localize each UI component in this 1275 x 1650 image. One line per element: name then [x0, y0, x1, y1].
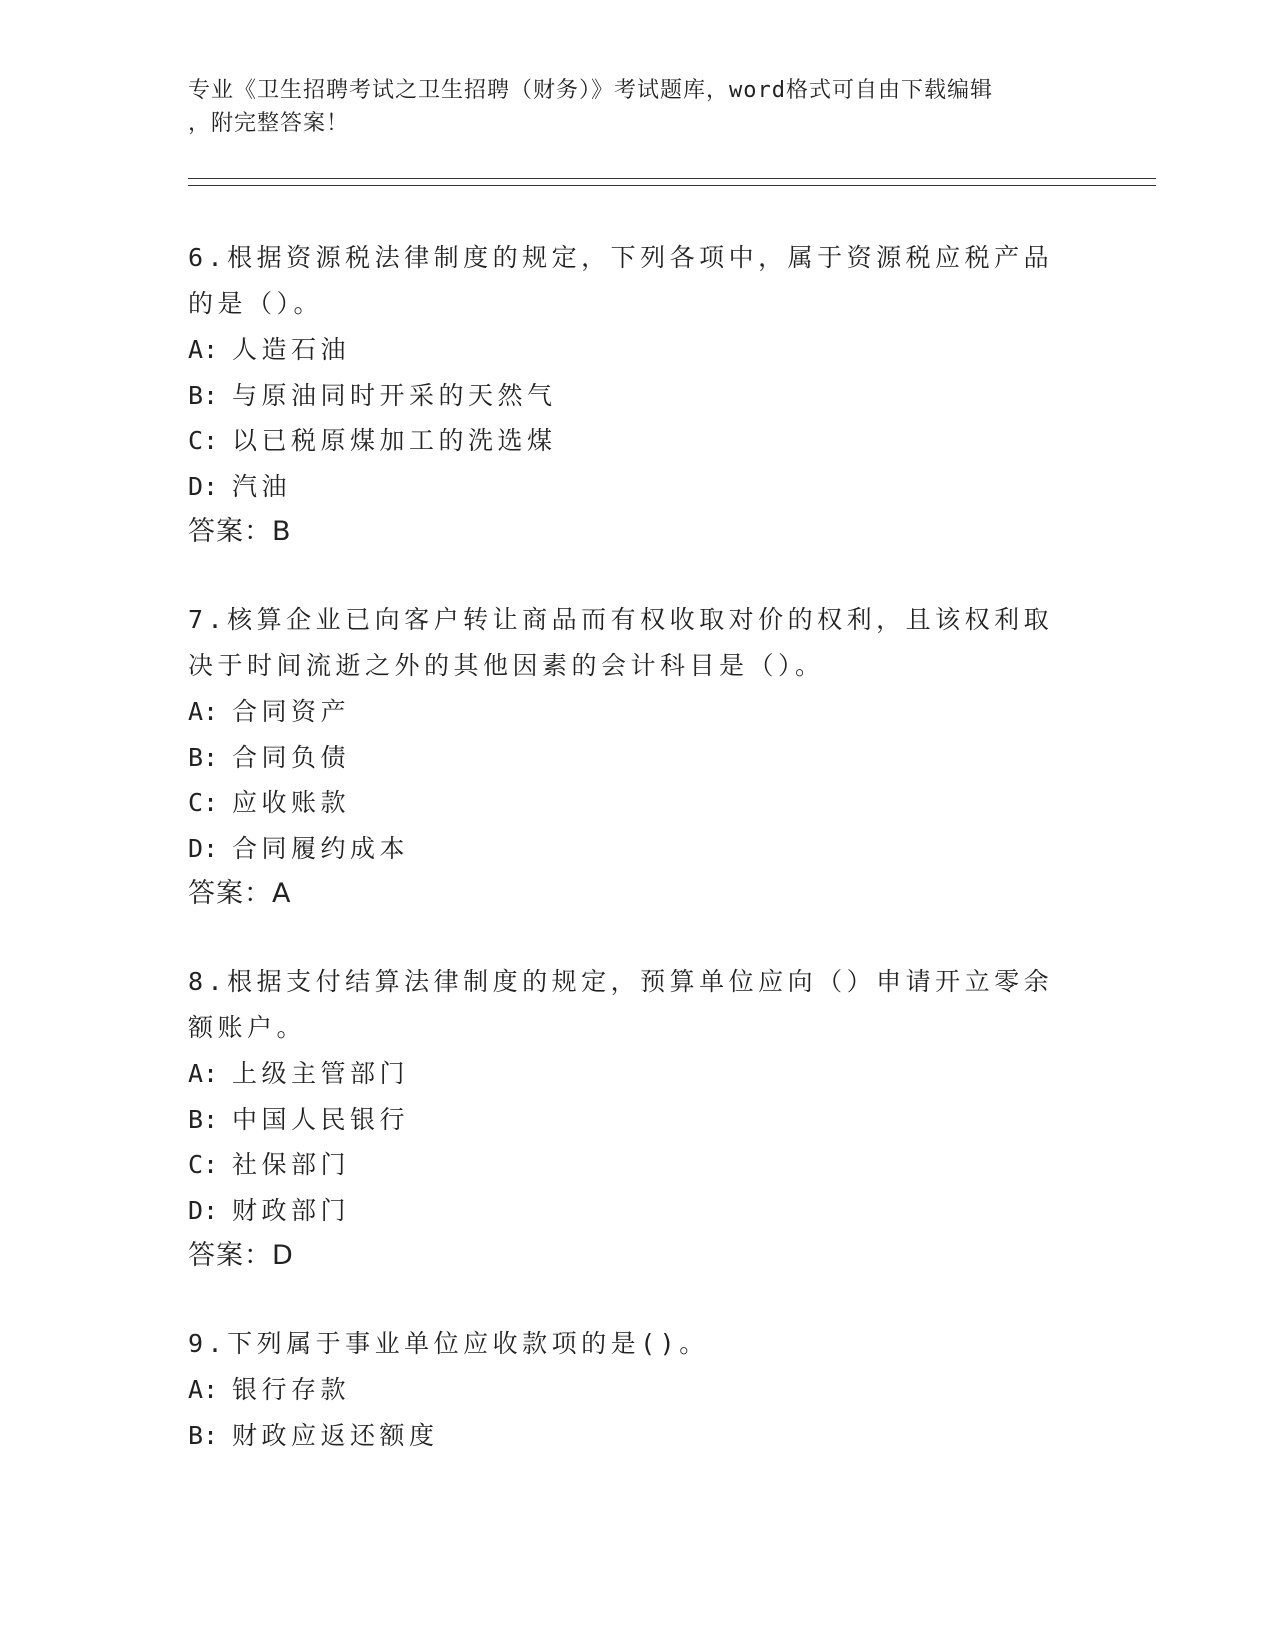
option-text: 上级主管部门	[232, 1059, 410, 1088]
option-text: 合同履约成本	[232, 833, 410, 863]
option-text: 应收账款	[232, 788, 351, 817]
option-letter: B:	[188, 1104, 219, 1134]
option-text: 汽油	[232, 471, 292, 501]
option-a	[188, 689, 1068, 735]
question-list	[188, 235, 1068, 1501]
option-text: 社保部门	[232, 1150, 351, 1179]
option-text: 合同负债	[232, 742, 351, 772]
option-text: 合同资产	[232, 697, 351, 726]
question-8	[188, 959, 1068, 1278]
option-d	[188, 464, 1068, 510]
question-stem: 8.根据支付结算法律制度的规定，预算单位应向（）申请开立零余额账户。	[188, 967, 1054, 1042]
option-b	[188, 1097, 1068, 1143]
option-d	[188, 1188, 1068, 1234]
option-b	[188, 1413, 1068, 1459]
option-d	[188, 826, 1068, 872]
option-letter: C:	[188, 788, 219, 817]
option-b	[188, 373, 1068, 419]
option-letter: D:	[188, 1195, 219, 1225]
option-letter: D:	[188, 471, 219, 501]
option-a	[188, 1051, 1068, 1097]
option-letter: B:	[188, 742, 219, 772]
option-c	[188, 418, 1068, 464]
option-a	[188, 1367, 1068, 1413]
option-letter: C:	[188, 1150, 219, 1179]
option-a	[188, 327, 1068, 373]
option-text: 财政部门	[232, 1195, 351, 1225]
option-b	[188, 735, 1068, 781]
header-line-2: ，附完整答案！	[188, 111, 350, 136]
answer-line: 答案：D	[188, 1240, 294, 1271]
option-letter: A:	[188, 697, 219, 726]
header-divider	[188, 178, 1156, 186]
option-letter: A:	[188, 1375, 219, 1404]
option-text: 中国人民银行	[232, 1104, 410, 1134]
option-text: 财政应返还额度	[232, 1420, 439, 1450]
answer-line: 答案：A	[188, 878, 292, 909]
option-letter: B:	[188, 380, 219, 410]
question-stem: 7.核算企业已向客户转让商品而有权收取对价的权利，且该权利取决于时间流逝之外的其他因素的会计科目是（）。	[188, 605, 1054, 680]
question-stem: 9.下列属于事业单位应收款项的是()。	[188, 1329, 709, 1358]
answer-line: 答案：B	[188, 516, 292, 547]
question-7	[188, 597, 1068, 916]
option-c	[188, 1142, 1068, 1188]
document-header	[188, 74, 1068, 140]
option-c	[188, 780, 1068, 826]
option-letter: D:	[188, 833, 219, 863]
question-9	[188, 1321, 1068, 1458]
option-letter: A:	[188, 335, 219, 364]
option-letter: C:	[188, 426, 219, 455]
header-line-1: 专业《卫生招聘考试之卫生招聘（财务）》考试题库，word格式可自由下载编辑	[188, 78, 993, 103]
option-text: 与原油同时开采的天然气	[232, 380, 557, 410]
option-letter: B:	[188, 1420, 219, 1450]
option-text: 银行存款	[232, 1375, 351, 1404]
option-text: 人造石油	[232, 335, 351, 364]
question-6	[188, 235, 1068, 554]
question-stem: 6.根据资源税法律制度的规定，下列各项中，属于资源税应税产品的是（）。	[188, 243, 1054, 318]
option-text: 以已税原煤加工的洗选煤	[232, 426, 557, 455]
option-letter: A:	[188, 1059, 219, 1088]
